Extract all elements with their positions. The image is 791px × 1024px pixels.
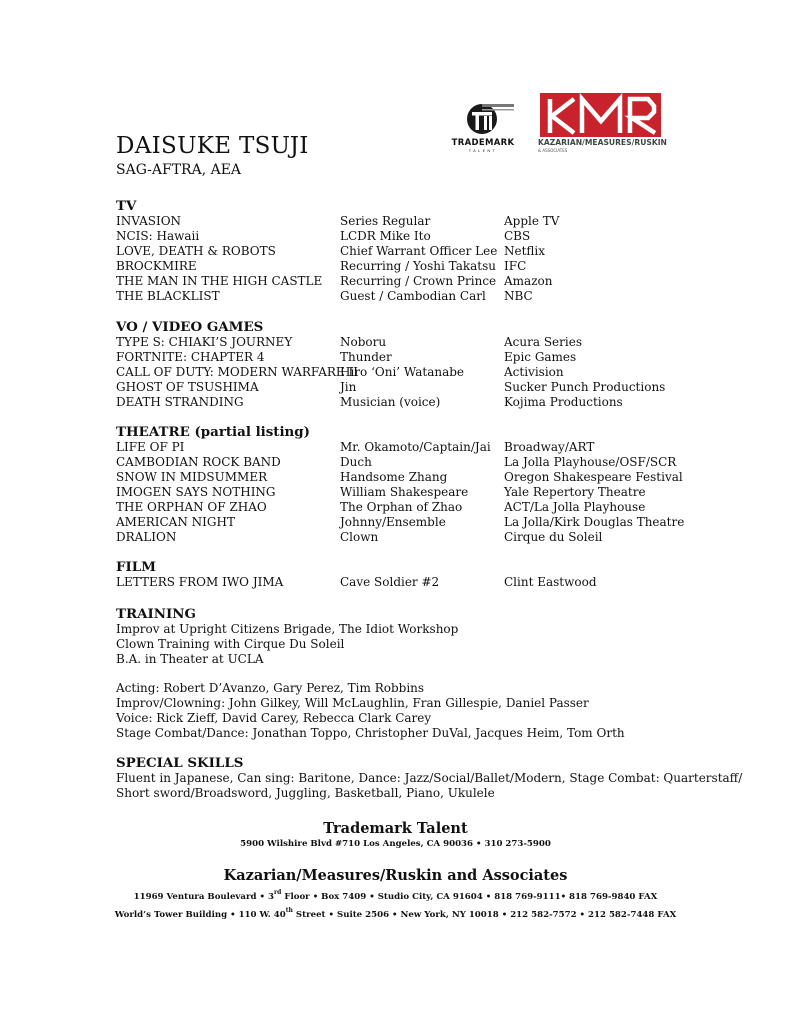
credit-role: Jin xyxy=(340,380,357,394)
agency-trademark-address: 5900 Wilshire Blvd #710 Los Angeles, CA 90036 • 310 273-5900 xyxy=(240,839,551,849)
teacher-line: Improv/Clowning: John Gilkey, Will McLaughlin, Fran Gillespie, Daniel Passer xyxy=(116,696,589,710)
agency-trademark-name: Trademark Talent xyxy=(323,820,468,837)
kmr-logo-box xyxy=(540,93,661,137)
la-address-sup: rd xyxy=(273,889,282,896)
credit-row xyxy=(116,259,676,274)
credit-role: Chief Warrant Officer Lee xyxy=(340,244,498,258)
teacher-line: Voice: Rick Zieff, David Carey, Rebecca Clark Carey xyxy=(116,711,432,725)
credit-role: Guest / Cambodian Carl xyxy=(340,289,486,303)
credit-role: Cave Soldier #2 xyxy=(340,575,440,589)
credit-title: CALL OF DUTY: MODERN WARFARE II xyxy=(116,365,358,379)
credit-title: FORTNITE: CHAPTER 4 xyxy=(116,350,265,364)
credit-venue: Activision xyxy=(504,365,564,379)
credit-venue: CBS xyxy=(504,229,531,243)
ny-address-sup: th xyxy=(285,907,293,914)
ny-address-start: World’s Tower Building • 110 W. 40 xyxy=(114,910,286,920)
credit-row xyxy=(116,229,676,244)
credit-row xyxy=(116,214,676,229)
credit-row xyxy=(116,380,676,395)
credit-venue: ACT/La Jolla Playhouse xyxy=(504,500,646,514)
trademark-logo-mark xyxy=(448,100,518,138)
credit-venue: Apple TV xyxy=(504,214,560,228)
kmr-logo-mark xyxy=(540,93,661,137)
teacher-line: Acting: Robert D’Avanzo, Gary Perez, Tim Robbins xyxy=(116,681,425,695)
training-line: Improv at Upright Citizens Brigade, The Idiot Workshop xyxy=(116,622,459,636)
trademark-logo-word: TRADEMARK xyxy=(451,138,515,148)
credit-title: THE BLACKLIST xyxy=(116,289,220,303)
theatre-section xyxy=(116,424,685,545)
trademark-talent-logo xyxy=(448,100,518,160)
training-section xyxy=(116,607,716,741)
credit-row xyxy=(116,440,676,455)
tv-heading: TV xyxy=(116,198,137,214)
credit-role: Duch xyxy=(340,455,372,469)
la-address-end: Floor • Box 7409 • Studio City, CA 91604 • 818 769-9111• 818 769-9840 FAX xyxy=(281,892,658,902)
credit-title: TYPE S: CHIAKI’S JOURNEY xyxy=(116,335,293,349)
kmr-logo xyxy=(538,93,667,155)
credit-venue: La Jolla Playhouse/OSF/SCR xyxy=(504,455,677,469)
credit-title: GHOST OF TSUSHIMA xyxy=(116,380,259,394)
credit-venue: Oregon Shakespeare Festival xyxy=(504,470,683,484)
credit-title: AMERICAN NIGHT xyxy=(116,515,235,529)
credit-venue: NBC xyxy=(504,289,533,303)
training-heading: TRAINING xyxy=(116,606,196,622)
credit-venue: Epic Games xyxy=(504,350,577,364)
credit-role: Recurring / Crown Prince xyxy=(340,274,497,288)
credit-title: NCIS: Hawaii xyxy=(116,229,200,243)
credit-role: Musician (voice) xyxy=(340,395,441,409)
credit-venue: Broadway/ART xyxy=(504,440,595,454)
film-section xyxy=(116,560,676,590)
credit-row xyxy=(116,470,683,485)
vo-section xyxy=(116,320,676,410)
kmr-logo-line2: & ASSOCIATES xyxy=(538,148,568,153)
union-affiliation: SAG-AFTRA, AEA xyxy=(116,162,242,178)
credit-title: IMOGEN SAYS NOTHING xyxy=(116,485,276,499)
film-heading: FILM xyxy=(116,559,157,575)
training-line: Clown Training with Cirque Du Soleil xyxy=(116,637,345,651)
credit-row xyxy=(116,485,676,500)
credit-row xyxy=(116,289,676,304)
credit-role: Mr. Okamoto/Captain/Jai xyxy=(340,440,491,454)
agency-kmr-la-address xyxy=(0,889,791,902)
credit-venue: Cirque du Soleil xyxy=(504,530,603,544)
credit-row xyxy=(116,274,676,289)
credit-title: INVASION xyxy=(116,214,182,228)
credit-role: Johnny/Ensemble xyxy=(340,515,446,529)
credit-row xyxy=(116,350,676,365)
credit-title: THE ORPHAN OF ZHAO xyxy=(116,500,267,514)
credit-title: DRALION xyxy=(116,530,177,544)
skills-line: Short sword/Broadsword, Juggling, Basketball, Piano, Ukulele xyxy=(116,786,495,800)
training-line: B.A. in Theater at UCLA xyxy=(116,652,264,666)
skills-line: Fluent in Japanese, Can sing: Baritone, Dance: Jazz/Social/Ballet/Modern, Stage Combat: Quarterstaff/ xyxy=(116,771,743,785)
credit-row xyxy=(116,500,676,515)
credit-venue: Netflix xyxy=(504,244,546,258)
credit-role: Hiro ‘Oni’ Watanabe xyxy=(340,365,465,379)
agency-kmr-name: Kazarian/Measures/Ruskin and Associates xyxy=(223,867,568,884)
ny-address-end: Street • Suite 2506 • New York, NY 10018 • 212 582-7572 • 212 582-7448 FAX xyxy=(292,910,677,920)
tv-section xyxy=(116,199,676,304)
credit-role: Clown xyxy=(340,530,379,544)
credit-row xyxy=(116,575,676,590)
credit-role: Noboru xyxy=(340,335,387,349)
kmr-logo-line1: KAZARIAN/MEASURES/RUSKIN xyxy=(538,138,667,147)
credit-row xyxy=(116,395,676,410)
credit-role: Thunder xyxy=(340,350,392,364)
credit-venue: Kojima Productions xyxy=(504,395,623,409)
credit-venue: Sucker Punch Productions xyxy=(504,380,666,394)
la-address-start: 11969 Ventura Boulevard • 3 xyxy=(133,892,274,902)
teacher-line: Stage Combat/Dance: Jonathan Toppo, Christopher DuVal, Jacques Heim, Tom Orth xyxy=(116,726,625,740)
credit-title: THE MAN IN THE HIGH CASTLE xyxy=(116,274,323,288)
agency-kmr-ny-address xyxy=(0,907,791,920)
credit-title: LOVE, DEATH & ROBOTS xyxy=(116,244,276,258)
credit-row xyxy=(116,515,685,530)
credit-role: The Orphan of Zhao xyxy=(340,500,463,514)
credit-role: William Shakespeare xyxy=(340,485,469,499)
credit-title: SNOW IN MIDSUMMER xyxy=(116,470,268,484)
credit-row xyxy=(116,244,676,259)
trademark-logo-sub: TALENT xyxy=(468,149,498,153)
credit-role: Series Regular xyxy=(340,214,431,228)
credit-venue: La Jolla/Kirk Douglas Theatre xyxy=(504,515,685,529)
credit-title: CAMBODIAN ROCK BAND xyxy=(116,455,281,469)
credit-role: LCDR Mike Ito xyxy=(340,229,431,243)
credit-venue: IFC xyxy=(504,259,527,273)
credit-row xyxy=(116,530,676,545)
credit-venue: Clint Eastwood xyxy=(504,575,597,589)
credit-role: Recurring / Yoshi Takatsu xyxy=(340,259,496,273)
credit-role: Handsome Zhang xyxy=(340,470,448,484)
vo-heading: VO / VIDEO GAMES xyxy=(116,319,264,335)
credit-title: BROCKMIRE xyxy=(116,259,197,273)
credit-row xyxy=(116,455,676,470)
credit-row xyxy=(116,335,676,350)
credit-title: LIFE OF PI xyxy=(116,440,185,454)
skills-heading: SPECIAL SKILLS xyxy=(116,755,244,771)
actor-name: DAISUKE TSUJI xyxy=(116,133,309,159)
credit-row xyxy=(116,365,676,380)
credit-title: DEATH STRANDING xyxy=(116,395,244,409)
credit-venue: Acura Series xyxy=(504,335,582,349)
credit-venue: Amazon xyxy=(504,274,553,288)
credit-venue: Yale Repertory Theatre xyxy=(504,485,646,499)
theatre-heading: THEATRE (partial listing) xyxy=(116,424,310,440)
credit-title: LETTERS FROM IWO JIMA xyxy=(116,575,284,589)
skills-section xyxy=(116,755,743,801)
